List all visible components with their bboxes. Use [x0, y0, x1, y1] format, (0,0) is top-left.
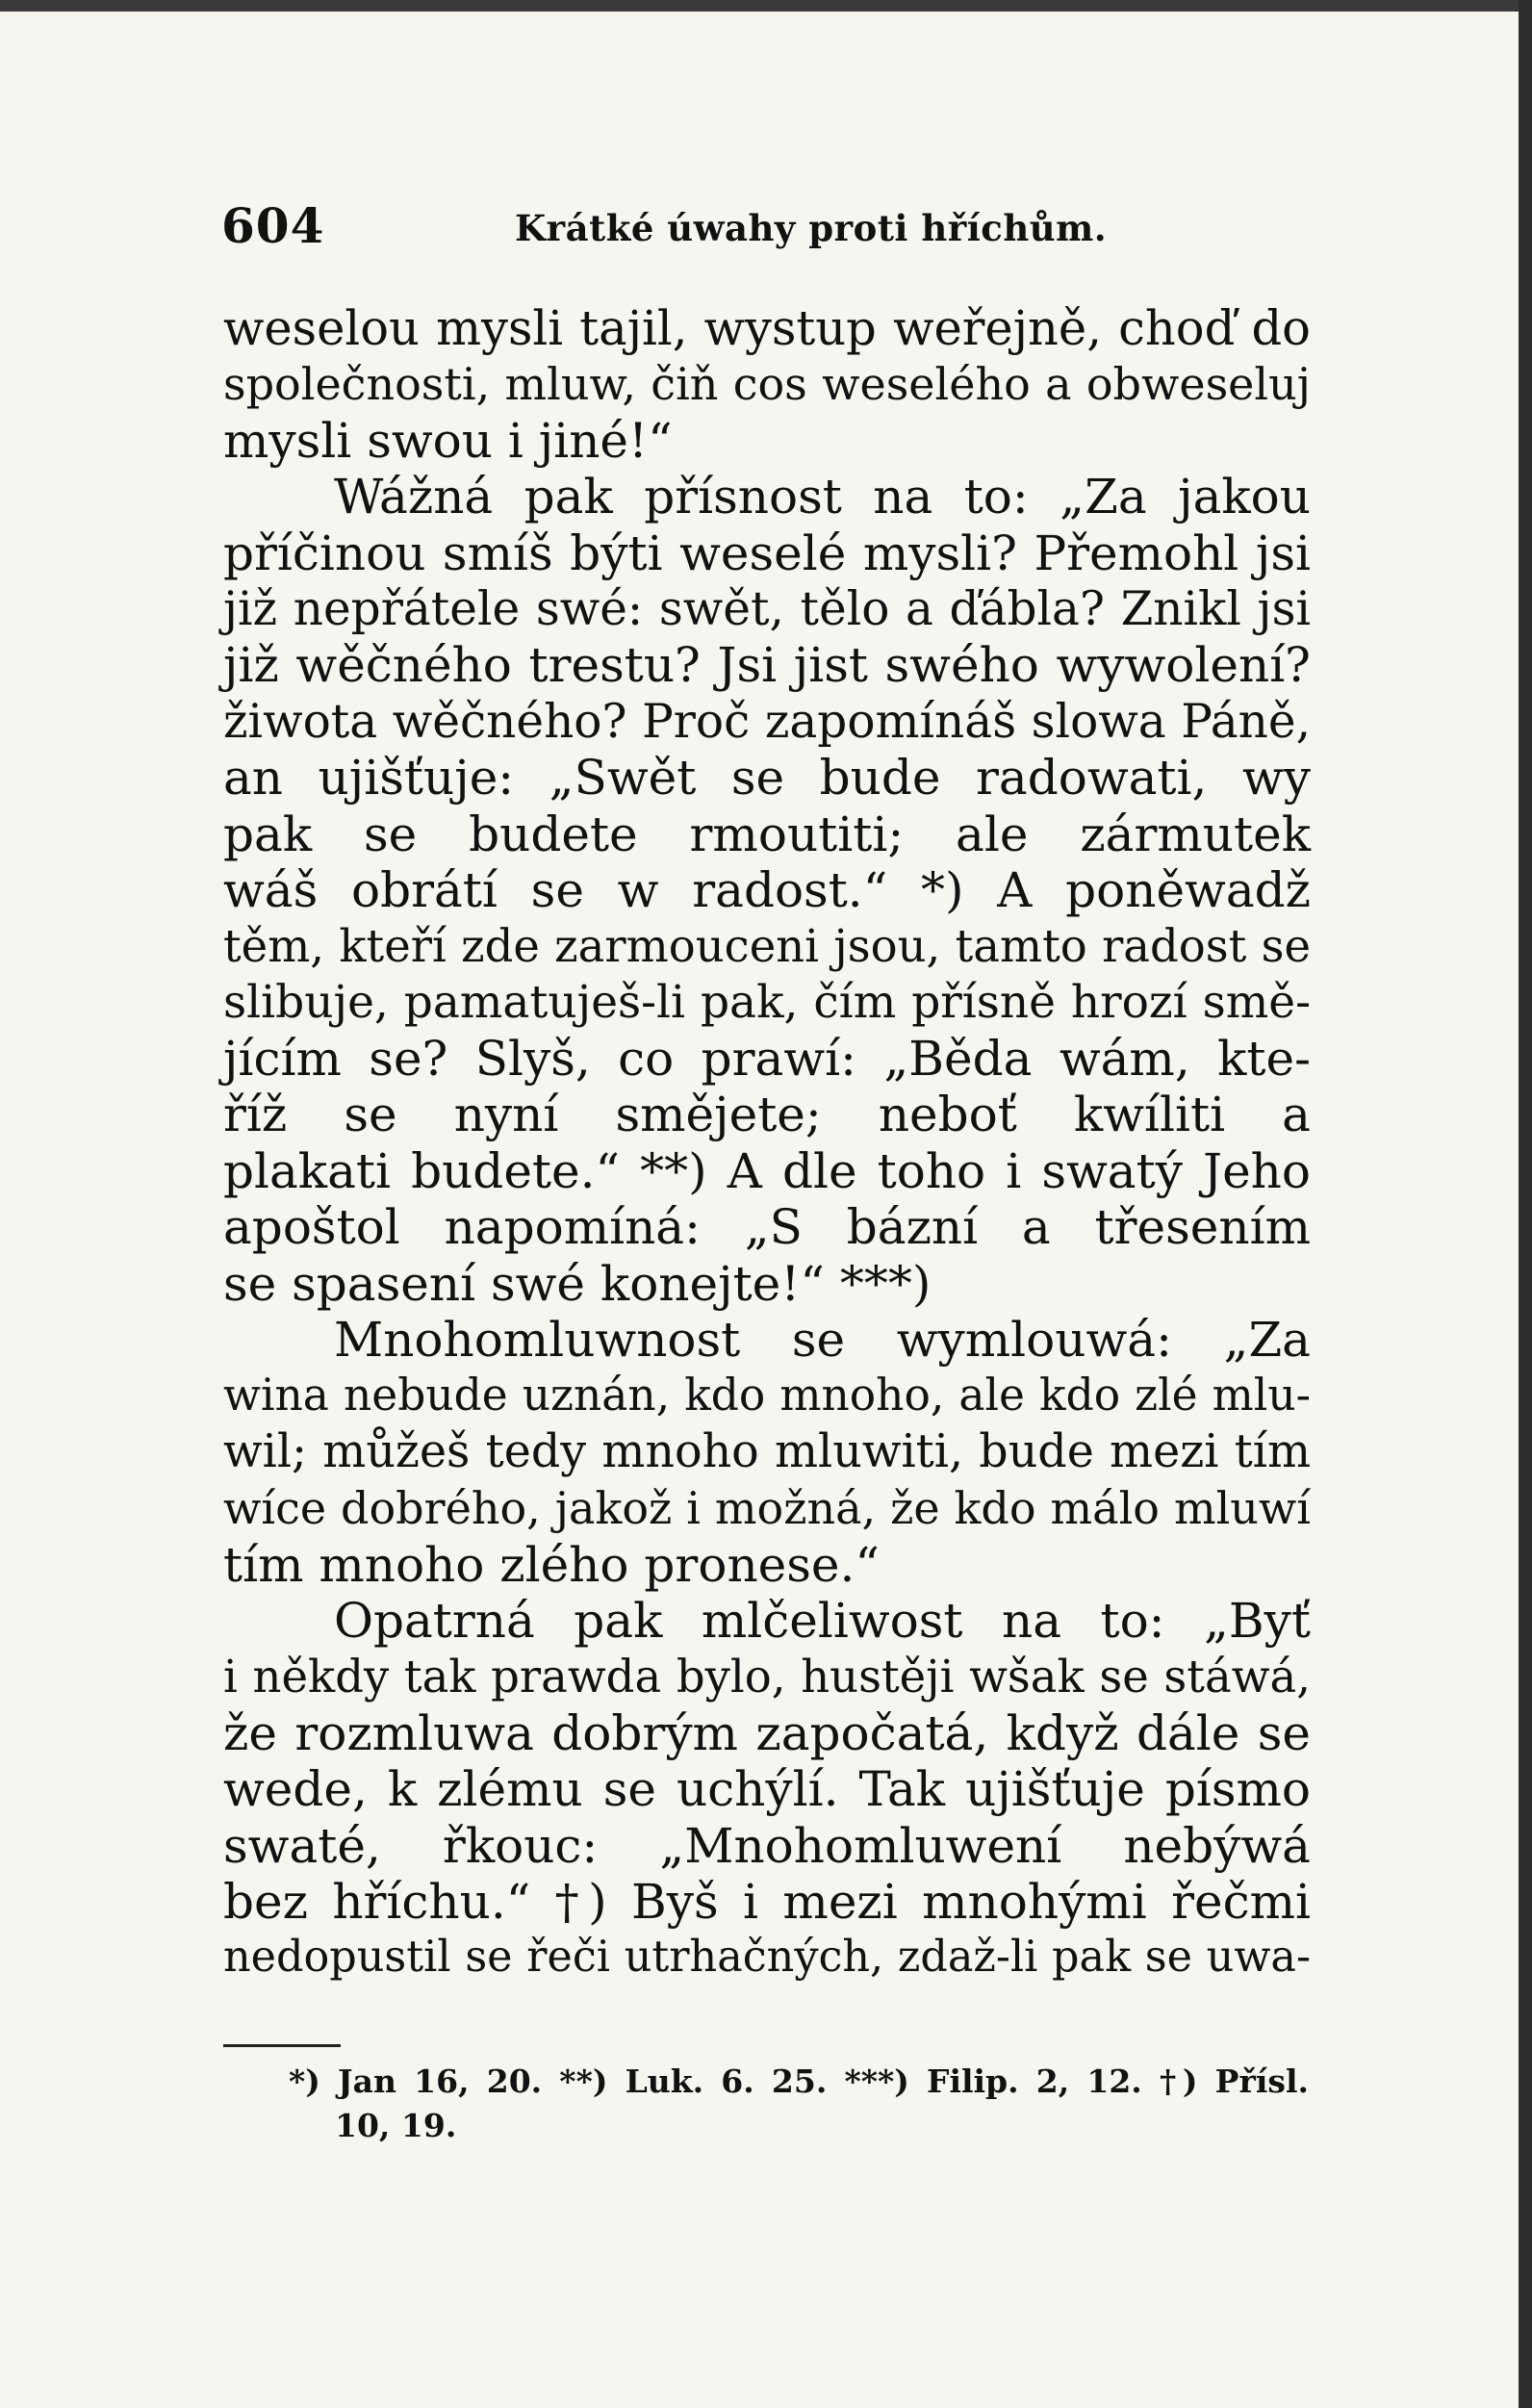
text-line-4: Wážná pak přísnost na to: „Za jakou: [334, 469, 1311, 525]
text-line-18: se spasení swé konejte!“ ***): [223, 1255, 932, 1312]
footnote-rule: [223, 2044, 341, 2047]
scan-edge-top: [0, 0, 1532, 12]
text-line-23: tím mnoho zlého pronese.“: [223, 1536, 880, 1593]
text-line-28: swaté, řkouc: „Mnohomluwení nebýwá: [223, 1817, 1311, 1874]
text-line-16: plakati budete.“ **) A dle toho i swatý Jeho: [223, 1142, 1311, 1199]
footnote-line-2: 10, 19.: [335, 2107, 457, 2144]
text-line-17: apoštol napomíná: „S bázní a třesením: [223, 1199, 1311, 1256]
text-line-13: slibuje, pamatuješ-li pak, čím přísně hrozí smě-: [223, 975, 1311, 1029]
text-line-7: již wěčného trestu? Jsi jist swého wywolení?: [223, 637, 1311, 694]
text-line-8: žiwota wěčného? Proč zapomínáš slowa Páně,: [223, 694, 1311, 749]
body-text: [223, 300, 1311, 1986]
text-line-30: nedopustil se řeči utrhačných, zdaž-li pak se uwa-: [223, 1933, 1311, 1983]
text-line-25: i někdy tak prawda bylo, hustěji wšak se stáwá,: [223, 1651, 1311, 1704]
text-line-9: an ujišťuje: „Swět se bude radowati, wy: [223, 750, 1311, 807]
text-line-24: Opatrná pak mlčeliwost na to: „Byť: [334, 1592, 1311, 1649]
text-line-27: wede, k zlému se uchýlí. Tak ujišťuje písmo: [223, 1761, 1311, 1818]
footnotes: [289, 2060, 1309, 2148]
text-line-14: jícím se? Slyš, co prawí: „Běda wám, kte-: [223, 1031, 1311, 1088]
text-line-2: společnosti, mluw, čiň cos weselého a obweseluj: [223, 358, 1311, 411]
page-header: [221, 197, 1328, 265]
page-number: 604: [221, 197, 325, 254]
text-line-6: již nepřátele swé: swět, tělo a ďábla? Znikl jsi: [223, 581, 1311, 636]
text-line-3: mysli swou i jiné!“: [223, 412, 673, 469]
text-line-19: Mnohomluwnost se wymlouwá: „Za: [334, 1312, 1311, 1369]
text-line-29: bez hříchu.“ †) Byš i mezi mnohými řečmi: [223, 1873, 1311, 1930]
footnote-line-1: *) Jan 16, 20. **) Luk. 6. 25. ***) Filip. 2, 12. †) Přísl.: [289, 2062, 1309, 2100]
text-line-1: weselou mysli tajil, wystup weřejně, choď do: [223, 300, 1311, 356]
text-line-11: wáš obrátí se w radost.“ *) A poněwadž: [223, 861, 1311, 918]
text-line-12: těm, kteří zde zarmouceni jsou, tamto radost se: [223, 920, 1311, 973]
text-line-20: wina nebude uznán, kdo mnoho, ale kdo zlé mlu-: [223, 1370, 1311, 1422]
text-line-10: pak se budete rmoutiti; ale zármutek: [223, 806, 1311, 862]
running-head: Krátké úwahy proti hříchům.: [515, 207, 1108, 249]
text-line-26: že rozmluwa dobrým započatá, když dále se: [223, 1704, 1311, 1761]
scan-edge-right: [1519, 0, 1532, 2408]
text-line-22: wíce dobrého, jakož i možná, že kdo málo mluwí: [223, 1482, 1311, 1535]
text-line-21: wil; můžeš tedy mnoho mluwiti, bude mezi tím: [223, 1424, 1311, 1478]
text-line-5: příčinou smíš býti weselé mysli? Přemohl jsi: [223, 525, 1311, 581]
text-line-15: říž se nyní smějete; neboť kwíliti a: [223, 1087, 1311, 1143]
